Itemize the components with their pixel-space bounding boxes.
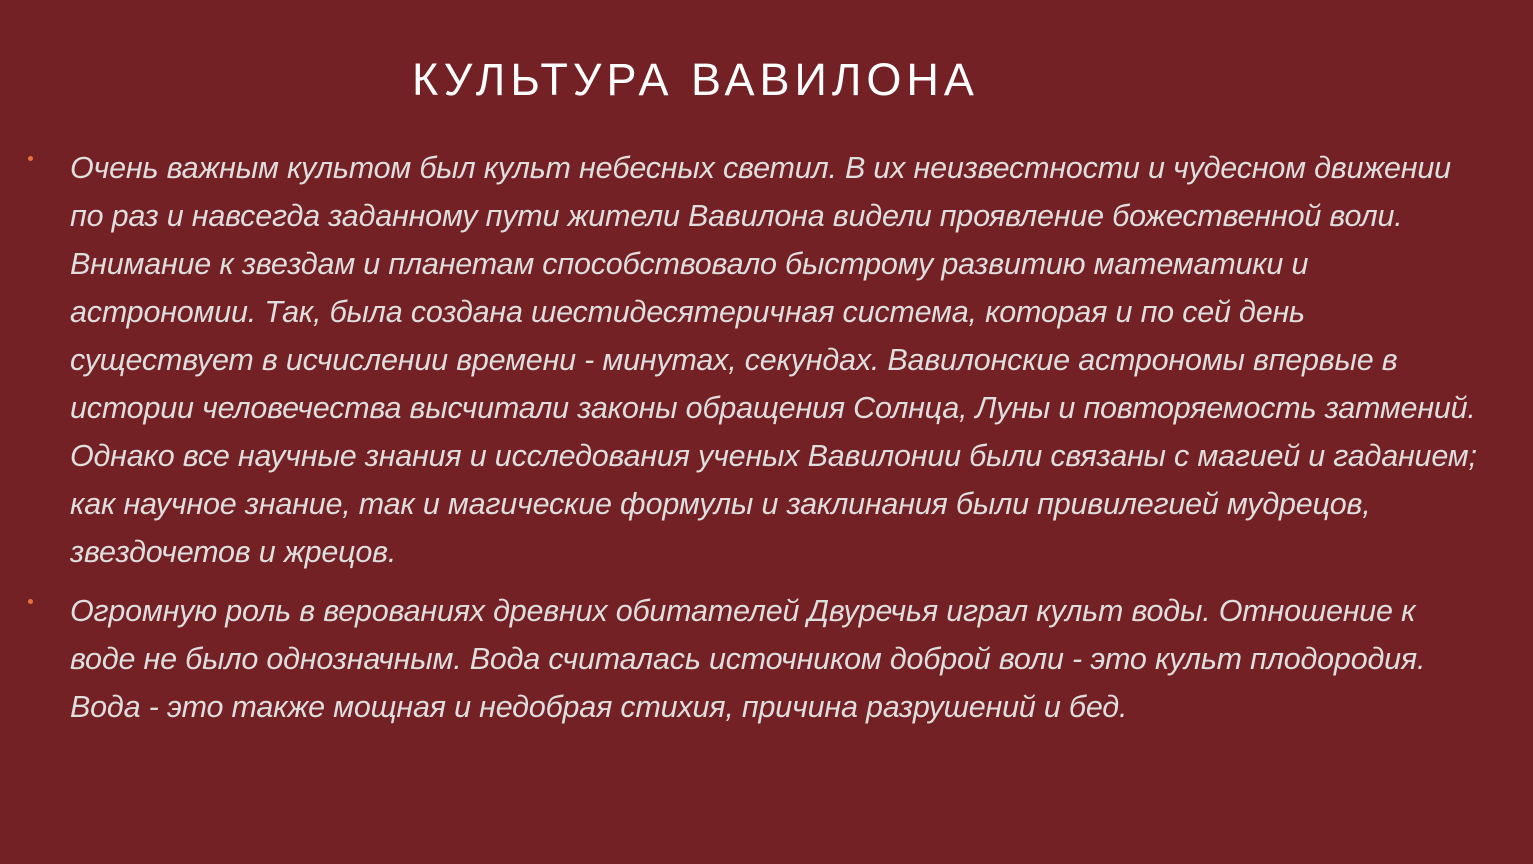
slide-title: КУЛЬТУРА ВАВИЛОНА [412, 54, 979, 105]
bullet-dot-icon [28, 599, 33, 604]
bullet-text: Очень важным культом был культ небесных светил. В их неизвестности и чудесном движении по раз и навсегда заданному пути жители Вавилона видели проявление божественной воли. Внимание к звездам и планетам способствовало быстрому развитию математики и астрономии. Так, была создана шестидесятеричная система, которая и по сей день существует в исчислении времени - минутах, секундах. Вавилонские астрономы впервые в истории человечества высчитали законы обращения Солнца, Луны и повторяемость затмений. Однако все научные знания и исследования ученых Вавилонии были связаны с магией и гаданием; как научное знание, так и магические формулы и заклинания были привилегией мудрецов, звездочетов и жрецов. [70, 151, 1477, 569]
bullet-item [0, 144, 1485, 576]
bullet-dot-icon [28, 156, 33, 161]
bullet-list [0, 144, 1533, 742]
bullet-text: Огромную роль в верованиях древних обитателей Двуречья играл культ воды. Отношение к воде не было однозначным. Вода считалась источником доброй воли - это культ плодородия. Вода - это также мощная и недобрая стихия, причина разрушений и бед. [70, 594, 1426, 724]
bullet-item [0, 587, 1485, 731]
